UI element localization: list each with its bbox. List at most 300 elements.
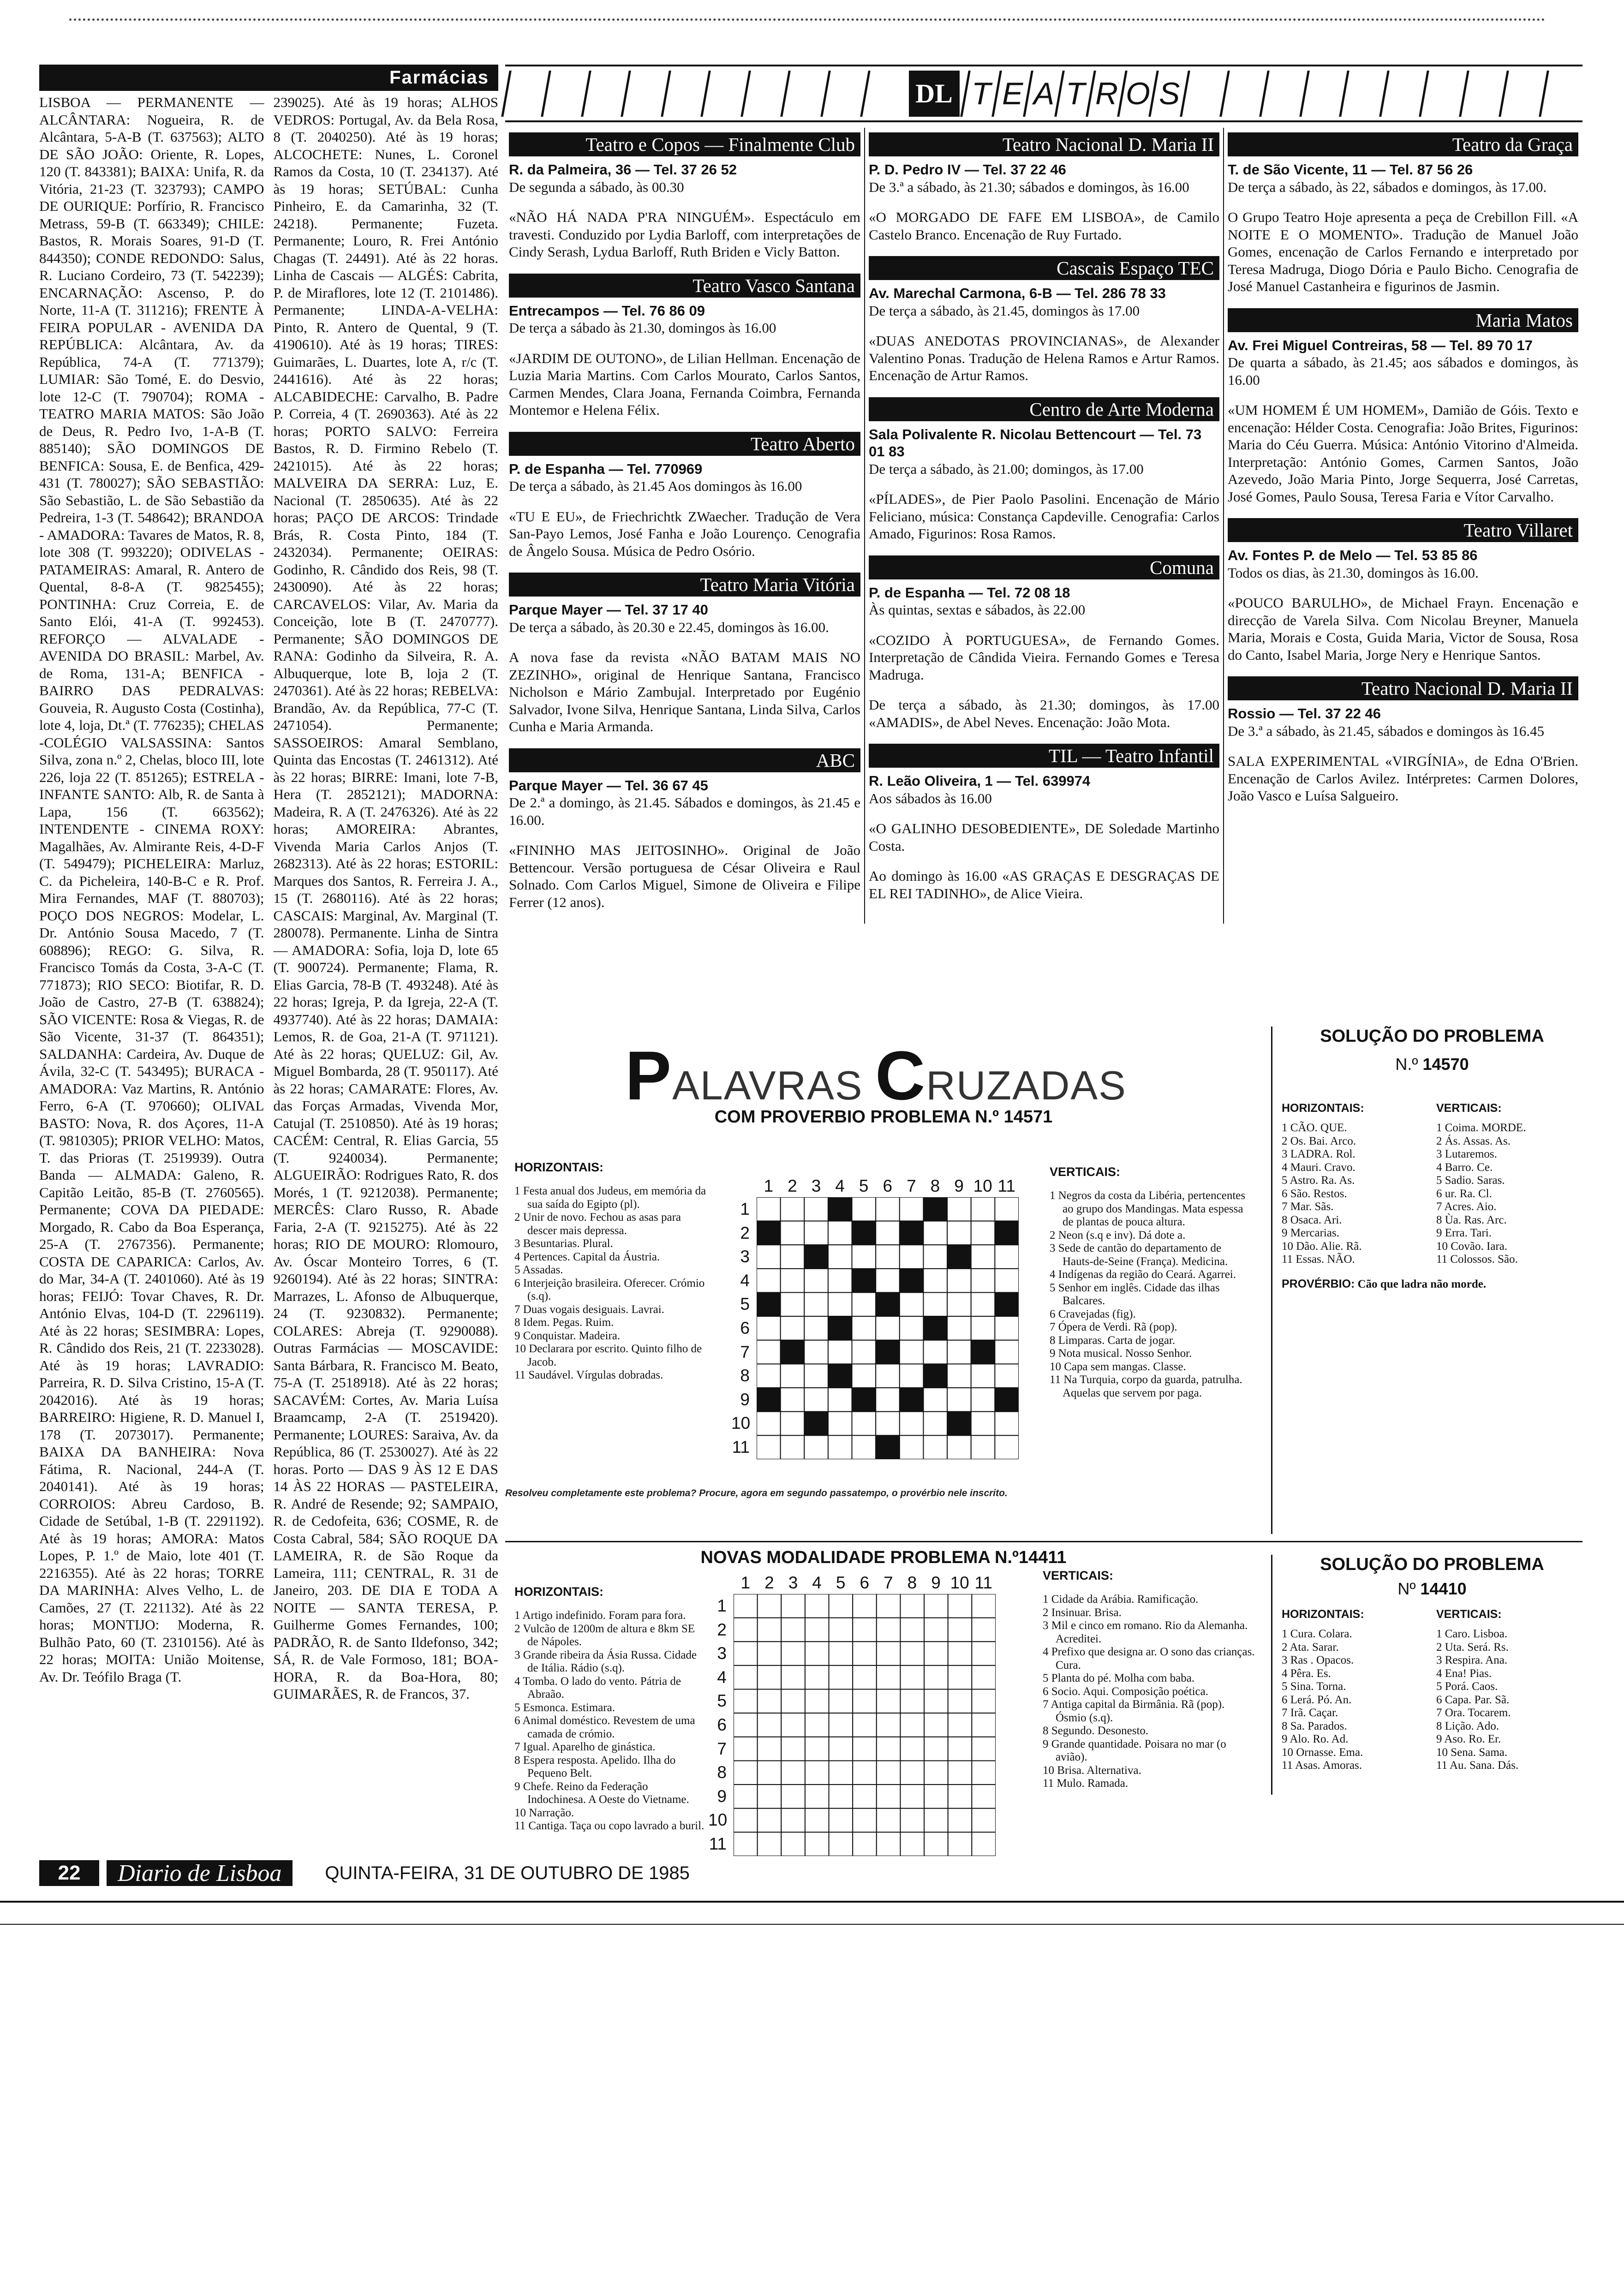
grid-cell[interactable] [804,1293,828,1317]
grid-cell[interactable] [876,1388,900,1412]
grid-cell[interactable] [757,1245,781,1269]
grid-cell[interactable] [972,1761,996,1785]
grid-cell[interactable] [995,1340,1019,1364]
grid-row-number: 7 [740,1342,750,1361]
grid-cell[interactable] [995,1269,1019,1293]
grid-cell[interactable] [948,1594,972,1618]
grid-cell[interactable] [828,1221,852,1245]
grid-cell[interactable] [972,1809,996,1832]
grid-cell[interactable] [758,1594,782,1618]
crossword-footnote: Resolveu completamente este problema? Procure, agora em segundo passatempo, o provérbio nele inscrito. [505,1488,1008,1498]
grid-cell[interactable] [852,1245,876,1269]
grid-cell[interactable] [900,1689,924,1713]
grid-cell[interactable] [971,1364,995,1388]
grid-cell[interactable] [804,1388,828,1412]
bottom-rule [0,1901,1624,1903]
grid-cell[interactable] [900,1594,924,1618]
theatre-address: Parque Mayer — Tel. 36 67 45 [509,777,708,794]
grid-cell[interactable] [877,1665,901,1689]
grid-cell[interactable] [853,1785,877,1809]
grid-cell[interactable] [805,1761,829,1785]
clue-item: 11 Asas. Amoras. [1282,1759,1362,1772]
grid-cell[interactable] [947,1316,971,1340]
grid-cell[interactable] [924,1761,948,1785]
grid-cell[interactable] [924,1641,948,1665]
grid-cell[interactable] [972,1618,996,1642]
grid-cell[interactable] [781,1761,805,1785]
grid-cell[interactable] [971,1412,995,1436]
grid-cell[interactable] [852,1293,876,1317]
section-divider [505,1541,1582,1542]
grid-cell[interactable] [828,1340,852,1364]
clue-item: 11 Na Turquia, corpo da guarda, patrulha. Aquelas que servem por paga. [1050,1373,1242,1399]
theatre-address: Av. Marechal Carmona, 6-B — Tel. 286 78 33 [869,285,1166,301]
theatre-text: Às quintas, sextas e sábados, às 22.00 [869,602,1086,618]
grid-cell[interactable] [900,1197,924,1221]
grid-cell[interactable] [757,1269,781,1293]
grid-cell[interactable] [757,1412,781,1436]
grid-col-number: 11 [974,1573,992,1592]
solution-14410: SOLUÇÃO DO PROBLEMA Nº 14410 HORIZONTAIS: 1 Cura. Colara. 2 Ata. Sarar. 3 Ras . Opacos. 4 Pêra. Es. 5 Sina. Torna. 6 Lerá. Pó. An. 7 Irã. Caçar. 8 Sa. Parados. 9 Alo. Ro. Ad. 10 Ornasse. Ema. 11 Asas. Amoras. VERTICAIS: 1 Caro. Lisboa. 2 Uta. Será. Rs. 3 Respira. Ana. 4 Ena! Pias. 5 Porá. Caos. 6 Capa. Par. Sã. 7 Ora. Tocarem. 8 Lição. Ado. 9 Aso. Ro. Er. 10 Sena. Sama. 11 Au. Sana. Dás. [1271,1555,1582,1795]
grid-cell[interactable] [828,1412,852,1436]
grid-cell[interactable] [877,1689,901,1713]
grid-cell[interactable] [877,1737,901,1761]
grid-cell[interactable] [900,1809,924,1832]
grid-cell[interactable] [805,1785,829,1809]
grid-cell[interactable] [948,1809,972,1832]
grid-cell[interactable] [900,1435,924,1459]
grid-cell[interactable] [734,1594,758,1618]
grid-cell[interactable] [971,1388,995,1412]
clue-item: 2 Insinuar. Brisa. [1043,1606,1122,1619]
clue-item: 7 Antiga capital da Birmânia. Rã (pop). Ósmio (s.q). [1043,1698,1225,1724]
theatre-address: R. da Palmeira, 36 — Tel. 37 26 52 [509,161,737,178]
grid-cell[interactable] [829,1761,853,1785]
clue-item: 5 Assadas. [514,1264,563,1276]
grid-black-cell [852,1388,876,1412]
grid-cell[interactable] [781,1618,805,1642]
grid-cell[interactable] [805,1689,829,1713]
grid-cell[interactable] [876,1412,900,1436]
grid-cell[interactable] [877,1832,901,1856]
grid-cell[interactable] [924,1832,948,1856]
grid-cell[interactable] [734,1689,758,1713]
grid-cell[interactable] [947,1293,971,1317]
grid-cell[interactable] [804,1316,828,1340]
grid-cell[interactable] [757,1435,781,1459]
crossword-grid[interactable] [757,1197,1019,1459]
grid-cell[interactable] [971,1245,995,1269]
crossword2-grid[interactable] [734,1594,996,1856]
grid-cell[interactable] [757,1316,781,1340]
grid-cell[interactable] [734,1737,758,1761]
grid-black-cell [900,1269,924,1293]
grid-cell[interactable] [829,1809,853,1832]
grid-cell[interactable] [876,1221,900,1245]
clue-item: 4 Pertences. Capital da Áustria. [514,1250,660,1263]
grid-cell[interactable] [971,1316,995,1340]
grid-cell[interactable] [923,1269,947,1293]
grid-cell[interactable] [972,1594,996,1618]
theatre-address: Av. Frei Miguel Contreiras, 58 — Tel. 89 70 17 [1228,337,1533,353]
grid-cell[interactable] [971,1435,995,1459]
grid-cell[interactable] [877,1761,901,1785]
grid-black-cell [852,1269,876,1293]
theatre-text: «FININHO MAS JEITOSINHO». Original de João Bettencour. Versão portuguesa de César Oliveira e Raul Solnado. Com Carlos Miguel, Simone de Oliveira e Filipe Ferrer (12 anos). [509,842,860,910]
grid-cell[interactable] [971,1197,995,1221]
grid-cell[interactable] [972,1641,996,1665]
grid-cell[interactable] [804,1340,828,1364]
grid-cell[interactable] [781,1594,805,1618]
grid-cell[interactable] [829,1737,853,1761]
grid-cell[interactable] [852,1340,876,1364]
grid-cell[interactable] [781,1245,805,1269]
grid-cell[interactable] [995,1364,1019,1388]
grid-cell[interactable] [804,1364,828,1388]
grid-cell[interactable] [852,1316,876,1340]
grid-cell[interactable] [853,1594,877,1618]
grid-cell[interactable] [971,1221,995,1245]
grid-cell[interactable] [734,1809,758,1832]
grid-cell[interactable] [900,1364,924,1388]
grid-cell[interactable] [781,1809,805,1832]
grid-cell[interactable] [828,1245,852,1269]
theatre-address: P. de Espanha — Tel. 770969 [509,460,703,477]
grid-cell[interactable] [829,1689,853,1713]
grid-cell[interactable] [781,1737,805,1761]
grid-cell[interactable] [829,1832,853,1856]
grid-cell[interactable] [804,1197,828,1221]
grid-cell[interactable] [853,1618,877,1642]
grid-cell[interactable] [948,1785,972,1809]
grid-black-cell [828,1197,852,1221]
grid-cell[interactable] [924,1809,948,1832]
grid-cell[interactable] [972,1785,996,1809]
clue-item: 7 Igual. Aparelho de ginástica. [514,1741,656,1753]
clue-item: 10 Brisa. Alternativa. [1043,1764,1141,1777]
theatre-address: Sala Polivalente R. Nicolau Bettencourt — Tel. 73 01 83 [869,426,1202,460]
clue-item: 8 Espera resposta. Apelido. Ilha do Pequeno Belt. [514,1754,676,1779]
grid-cell[interactable] [948,1832,972,1856]
theatre-name: Teatro Vasco Santana [509,274,860,298]
grid-cell[interactable] [995,1412,1019,1436]
grid-cell[interactable] [828,1269,852,1293]
crossword-title: PALAVRAS CRUZADAS [625,1037,1127,1114]
grid-cell[interactable] [900,1245,924,1269]
grid-cell[interactable] [758,1689,782,1713]
grid-col-number: 1 [764,1176,774,1195]
grid-row-number: 7 [717,1739,727,1758]
grid-cell[interactable] [781,1221,805,1245]
title-letter: E [1002,76,1023,111]
theatre-text: «UM HOMEM É UM HOMEM», Damião de Góis. Texto e encenação: Hélder Costa. Cenografia: João Brites, Figurinos: Maria do Céu Guerra. Música: António Vitorino d'Almeida. Interpretação: António Gomes, Carmen Santos, João Azevedo, João Maria Pinto, Jorge Sequerra, José Carretas, José Gomes, Paulo Sousa, Teresa Faria e Vítor Carvalho. [1228,402,1578,505]
grid-cell[interactable] [995,1316,1019,1340]
grid-cell[interactable] [804,1435,828,1459]
grid-cell[interactable] [924,1689,948,1713]
grid-cell[interactable] [877,1785,901,1809]
grid-cell[interactable] [781,1641,805,1665]
grid-cell[interactable] [923,1221,947,1245]
grid-cell[interactable] [924,1737,948,1761]
grid-cell[interactable] [900,1641,924,1665]
grid-col-number: 9 [954,1176,964,1195]
clue-item: 3 Lutaremos. [1436,1148,1497,1160]
grid-cell[interactable] [758,1832,782,1856]
grid-cell[interactable] [781,1832,805,1856]
grid-cell[interactable] [877,1618,901,1642]
grid-cell[interactable] [805,1594,829,1618]
grid-cell[interactable] [828,1293,852,1317]
grid-cell[interactable] [972,1689,996,1713]
grid-cell[interactable] [829,1713,853,1737]
grid-cell[interactable] [758,1641,782,1665]
grid-cell[interactable] [924,1713,948,1737]
clue-item: 11 Cantiga. Taça ou copo lavrado a buril. [514,1820,705,1832]
grid-cell[interactable] [877,1713,901,1737]
clue-item: 5 Planta do pé. Molha com baba. [1043,1672,1195,1684]
grid-cell[interactable] [900,1618,924,1642]
theatre-text: «PÍLADES», de Pier Paolo Pasolini. Encenação de Mário Feliciano, música: Constança Capdeville. Cenografia: Carlos Amado, Figurinos: Rosa Ramos. [869,491,1219,542]
grid-row-number: 1 [717,1596,727,1615]
grid-cell[interactable] [948,1761,972,1785]
grid2-row-numbers [708,1594,727,1856]
grid-cell[interactable] [758,1761,782,1785]
theatre-text: De 3.ª a sábado, às 21.30; sábados e domingos, às 16.00 [869,179,1189,195]
grid-cell[interactable] [877,1594,901,1618]
grid-cell[interactable] [734,1713,758,1737]
farmacias-col-2: 239025). Até às 19 horas; ALHOS VEDROS: Portugal, Av. da Bela Rosa, 8 (T. 2040250). Até às 19 horas; ALCOCHETE: Nunes, L. Coronel Ramos da Costa, 10 (T. 234137). Até às 19 horas; SETÚBAL: Cunha Pinheiro, E. da Camarinha, 32 (T. 24218). Permanente; Fuzeta. Permanente; Louro, R. Frei António Chagas (T. 24491). Até às 22 horas. Linha de Cascais — ALGÉS: Cabrita, P. de Miraflores, lote 12 (T. 2101486). Permanente; LINDA-A-VELHA: Pinto, R. Antero de Quental, 9 (T. 4190610). Até às 19 horas; TIRES: Guimarães, L. Duartes, lote A, r/c (T. 2441616). Até às 22 horas; ALCABIDECHE: Carvalho, B. Padre P. Correia, 4 (T. 2690363). Até às 22 horas; PORTO SALVO: Ferreira Bastos, R. D. Firmino Rebelo (T. 2421015). Até às 22 horas; MALVEIRA DA SERRA: Luz, E. Nacional (T. 2850635). Até às 22 horas; PAÇO DE ARCOS: Trindade Brás, R. Costa Pinto, 184 (T. 2432034). Permanente; OEIRAS: Godinho, R. Cândido dos Reis, 98 (T. 2430090). Até às 22 horas; CARCAVELOS: Vilar, Av. Maria da Conceição, lote B (T. 2470777). Permanente; SÃO DOMINGOS DE RANA: Godinho da Silveira, R. A. Albuquerque, lote B, loja 2 (T. 2470361). Até às 22 horas; REBELVA: Brandão, Av. da República, 77-C (T. 2471054). Permanente; SASSOEIROS: Amaral Semblano, Quinta das Encostas (T. 2461312). Até às 22 horas; BIRRE: Imani, lote 7-B, Hera (T. 2852121); MADORNA: Madeira, R. A (T. 2476326). Até às 22 horas; AMOREIRA: Abrantes, Vivenda Maria Carlos Anjos (T. 2682313). Até às 22 horas; ESTORIL: Marques dos Santos, R. Ferreira J. A., 15 (T. 2680116). Até às 22 horas; CASCAIS: Marginal, Av. Marginal (T. 280078). Permanente. Linha de Sintra — AMADORA: Sofia, loja D, lote 65 (T. 900724). Permanente; Flama, R. Elias Garcia, 78-B (T. 493248). Até às 22 horas; Igreja, P. da Igreja, 22-A (T. 4937740). Até às 22 horas; DAMAIA: Lemos, R. de Goa, 21-A (T. 971121). Até às 22 horas; QUELUZ: Gil, Av. Miguel Bombarda, 28 (T. 950117). Até às 22 horas; CAMARATE: Flores, Av. das Forças Armadas, Vivenda Mor, Catujal (T. 2510850). Até às 19 horas; CACÉM: Central, R. Elias Garcia, 55 (T. 9240034). Permanente; ALGUEIRÃO: Rodrigues Rato, R. dos Morés, 1 (T. 9212038). Permanente; MERCÊS: Claro Russo, R. Abade Faria, 2-A (T. 9215275). Até às 22 horas; RIO DE MOURO: Rlomouro, Av. Óscar Monteiro Torres, 6 (T. 9260194). Até às 22 horas; SINTRA: Marrazes, L. Afonso de Albuquerque, 24 (T. 9230832). Permanente; COLARES: Abreja (T. 9290088). Outras Farmácias — MOSCAVIDE: Santa Bárbara, R. Francisco M. Beato, 75-A (T. 2518918). Até às 22 horas; SACAVÉM: Cortes, Av. Maria Luísa Braamcamp, 2-A (T. 2519420). Permanente; LOURES: Saraiva, Av. da República, 86 (T. 2530027). Até às 22 horas. Porto — DAS 9 ÀS 12 E DAS 14 ÀS 22 HORAS — PASTELEIRA, R. André de Resende; 92; SAMPAIO, R. de Cedofeita, 636; COSME, R. de Costa Cabral, 584; SÃO ROQUE DA LAMEIRA, R. de São Roque da Lameira, 111; CENTRAL, R. 31 de Janeiro, 203. DE DIA E TODA A NOITE — SANTA TERESA, P. Guilherme Gomes Fernandes, 100; PADRÃO, R. de Santo Ildefonso, 342; SÁ, R. de Vale Formoso, 181; BOA-HORA, R. da Boa-Hora, 80; GUIMARÃES, R. de Francos, 37. [273,94,498,1702]
grid-cell[interactable] [923,1340,947,1364]
grid-cell[interactable] [924,1618,948,1642]
grid-cell[interactable] [947,1221,971,1245]
grid-cell[interactable] [804,1221,828,1245]
grid-cell[interactable] [900,1785,924,1809]
clue-item: 4 Barro. Ce. [1436,1161,1493,1174]
grid-cell[interactable] [900,1293,924,1317]
grid-cell[interactable] [829,1785,853,1809]
grid-cell[interactable] [758,1665,782,1689]
grid-cell[interactable] [734,1761,758,1785]
grid-row-number: 11 [732,1437,750,1456]
grid-cell[interactable] [948,1737,972,1761]
grid-cell[interactable] [852,1364,876,1388]
grid-cell[interactable] [758,1737,782,1761]
grid-cell[interactable] [734,1618,758,1642]
grid-cell[interactable] [781,1412,805,1436]
clue-item: 2 Uta. Será. Rs. [1436,1641,1509,1653]
grid-cell[interactable] [758,1785,782,1809]
grid-cell[interactable] [829,1594,853,1618]
grid-row-number: 4 [717,1667,727,1687]
grid-cell[interactable] [734,1665,758,1689]
grid-cell[interactable] [758,1618,782,1642]
grid-cell[interactable] [853,1665,877,1689]
grid-col-number: 10 [973,1176,992,1195]
grid-cell[interactable] [781,1293,805,1317]
grid-cell[interactable] [948,1665,972,1689]
clue-item: 9 Alo. Ro. Ad. [1282,1733,1349,1745]
grid-col-number: 3 [811,1176,821,1195]
grid-cell[interactable] [828,1388,852,1412]
grid-cell[interactable] [852,1197,876,1221]
grid-cell[interactable] [972,1737,996,1761]
grid-cell[interactable] [876,1245,900,1269]
clue-item: 8 Idem. Pegas. Ruim. [514,1316,614,1329]
grid-cell[interactable] [734,1641,758,1665]
grid-black-cell [757,1388,781,1412]
grid-cell[interactable] [852,1435,876,1459]
grid-cell[interactable] [805,1641,829,1665]
grid-cell[interactable] [781,1388,805,1412]
grid-cell[interactable] [900,1737,924,1761]
grid-cell[interactable] [923,1435,947,1459]
grid-cell[interactable] [781,1435,805,1459]
grid-cell[interactable] [853,1809,877,1832]
grid-cell[interactable] [972,1832,996,1856]
teatros-banner [505,65,1582,122]
theatre-text: De 2.ª a domingo, às 21.45. Sábados e domingos, às 21.45 e 16.00. [509,794,860,828]
grid-cell[interactable] [877,1809,901,1832]
clue-item: 10 Declarara por escrito. Quinto filho de Jacob. [514,1343,702,1368]
crossword2-subtitle: NOVAS MODALIDADE PROBLEMA N.º14411 [700,1548,1067,1567]
grid2-col-numbers [734,1573,996,1593]
grid-cell[interactable] [853,1832,877,1856]
grid-cell[interactable] [923,1388,947,1412]
grid-cell[interactable] [781,1713,805,1737]
grid-row-number: 9 [717,1786,727,1806]
grid-cell[interactable] [805,1832,829,1856]
grid-cell[interactable] [852,1412,876,1436]
grid-cell[interactable] [805,1713,829,1737]
grid-cell[interactable] [757,1364,781,1388]
grid-row-number: 1 [740,1200,750,1218]
grid-cell[interactable] [758,1809,782,1832]
grid-cell[interactable] [947,1435,971,1459]
clue-item: 4 Tomba. O lado do vento. Pátria de Abraão. [514,1675,681,1701]
grid-cell[interactable] [947,1269,971,1293]
grid-cell[interactable] [947,1364,971,1388]
grid-cell[interactable] [947,1388,971,1412]
grid-cell[interactable] [900,1412,924,1436]
grid-cell[interactable] [924,1785,948,1809]
grid-cell[interactable] [947,1197,971,1221]
grid-row-number: 11 [709,1834,727,1853]
grid-cell[interactable] [924,1594,948,1618]
grid-cell[interactable] [804,1269,828,1293]
grid-cell[interactable] [781,1665,805,1689]
grid-cell[interactable] [853,1689,877,1713]
grid-col-number: 9 [931,1573,941,1592]
grid-cell[interactable] [829,1665,853,1689]
grid-cell[interactable] [757,1340,781,1364]
grid-cell[interactable] [876,1316,900,1340]
grid-cell[interactable] [948,1689,972,1713]
grid-cell[interactable] [923,1412,947,1436]
grid-cell[interactable] [947,1340,971,1364]
grid-cell[interactable] [758,1713,782,1737]
theatre-text: «COZIDO À PORTUGUESA», de Fernando Gomes. Interpretação de Cândida Vieira. Fernando Gomes e Teresa Madruga. [869,632,1219,683]
grid-cell[interactable] [829,1641,853,1665]
grid-black-cell [900,1221,924,1245]
grid-black-cell [947,1412,971,1436]
grid-cell[interactable] [781,1269,805,1293]
title-letter: O [1125,76,1150,111]
grid-cell[interactable] [781,1785,805,1809]
theatre-name: Comuna [869,555,1219,579]
grid-black-cell [995,1221,1019,1245]
grid-col-number: 2 [788,1176,797,1195]
grid-cell[interactable] [805,1809,829,1832]
grid-cell[interactable] [853,1641,877,1665]
grid-cell[interactable] [781,1197,805,1221]
clue-item: 1 Festa anual dos Judeus, em memória da sua saída do Egipto (pl). [514,1185,706,1211]
grid-cell[interactable] [995,1435,1019,1459]
grid-cell[interactable] [853,1761,877,1785]
clue-item: 1 Caro. Lisboa. [1436,1628,1508,1640]
grid-cell[interactable] [948,1713,972,1737]
grid-cell[interactable] [877,1641,901,1665]
grid-col-number: 7 [907,1176,916,1195]
grid-cell[interactable] [781,1364,805,1388]
grid-black-cell [995,1293,1019,1317]
clue-item: 8 Segundo. Desonesto. [1043,1725,1149,1737]
grid-col-number: 10 [950,1573,969,1592]
grid-cell[interactable] [900,1340,924,1364]
grid-cell[interactable] [900,1316,924,1340]
grid-cell[interactable] [876,1197,900,1221]
grid-cell[interactable] [948,1618,972,1642]
clue-item: 4 Pêra. Es. [1282,1667,1331,1680]
grid-cell[interactable] [923,1293,947,1317]
theatre-address: R. Leão Oliveira, 1 — Tel. 639974 [869,773,1091,789]
grid-cell[interactable] [972,1665,996,1689]
grid-cell[interactable] [900,1665,924,1689]
grid-cell[interactable] [781,1316,805,1340]
grid-cell[interactable] [853,1713,877,1737]
theatre-name: Centro de Arte Moderna [869,397,1219,421]
grid-cell[interactable] [876,1269,900,1293]
grid-cell[interactable] [972,1713,996,1737]
grid-cell[interactable] [805,1665,829,1689]
grid-cell[interactable] [781,1689,805,1713]
grid-cell[interactable] [900,1713,924,1737]
theatre-text: De 3.ª a sábado, às 21.45, sábados e domingos às 16.45 [1228,722,1545,739]
grid-cell[interactable] [734,1785,758,1809]
theatre-name: ABC [509,748,860,772]
grid-cell[interactable] [757,1197,781,1221]
grid-cell[interactable] [923,1245,947,1269]
grid-cell[interactable] [995,1245,1019,1269]
grid-cell[interactable] [829,1618,853,1642]
grid-cell[interactable] [971,1293,995,1317]
grid-cell[interactable] [876,1364,900,1388]
grid-row-number: 6 [740,1318,750,1337]
grid-cell[interactable] [805,1618,829,1642]
theatre-text: De terça a sábado, às 21.00; domingos, às 17.00 [869,460,1144,477]
grid-black-cell [876,1435,900,1459]
grid-cell[interactable] [900,1832,924,1856]
grid-cell[interactable] [924,1665,948,1689]
grid-cell[interactable] [995,1197,1019,1221]
grid-cell[interactable] [900,1761,924,1785]
grid-cell[interactable] [853,1737,877,1761]
grid-cell[interactable] [948,1641,972,1665]
grid-cell[interactable] [971,1269,995,1293]
grid-black-cell [923,1364,947,1388]
grid-cell[interactable] [805,1737,829,1761]
grid-cell[interactable] [734,1832,758,1856]
grid-cell[interactable] [828,1435,852,1459]
